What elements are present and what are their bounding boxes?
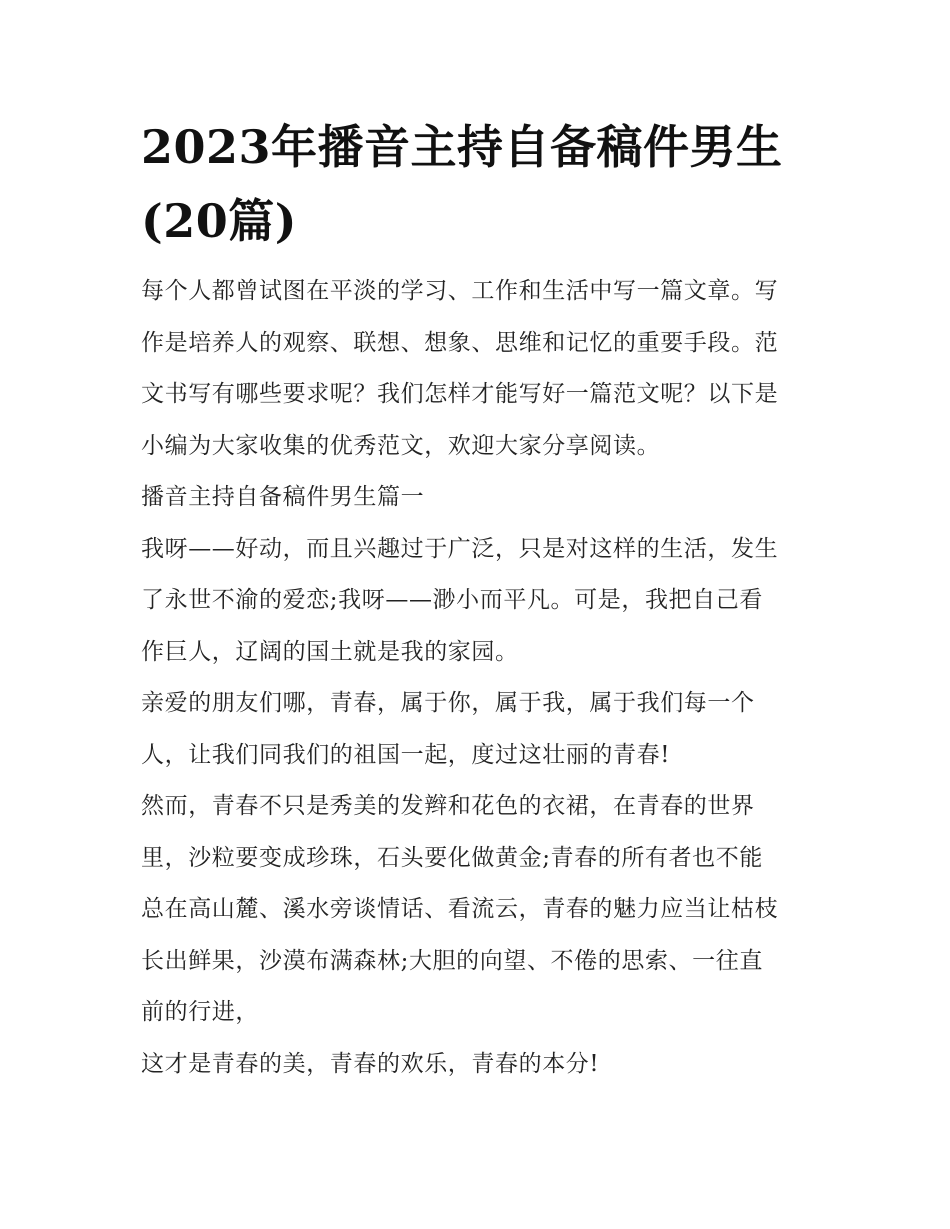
text-line: 长出鲜果，沙漠布满森林;大胆的向望、不倦的思索、一往直 <box>141 947 763 974</box>
document-body <box>141 266 816 1090</box>
text-line: 每个人都曾试图在平淡的学习、工作和生活中写一篇文章。写 <box>141 278 779 304</box>
text-line: 我呀——好动，而且兴趣过于广泛，只是对这样的生活，发生 <box>141 535 779 562</box>
body-paragraph <box>141 524 816 679</box>
intro-paragraph <box>141 266 816 472</box>
text-line: 亲爱的朋友们哪，青春，属于你，属于我，属于我们每一个 <box>141 690 755 716</box>
text-line: 作巨人，辽阔的国土就是我的家园。 <box>141 638 519 665</box>
text-line: 人，让我们同我们的祖国一起，度过这壮丽的青春! <box>141 741 671 768</box>
text-line: 了永世不渝的爱恋;我呀——渺小而平凡。可是，我把自己看 <box>141 587 763 613</box>
title-line: 2023年播音主持自备稿件男生 <box>141 120 783 174</box>
text-line: 文书写有哪些要求呢？我们怎样才能写好一篇范文呢？以下是 <box>141 381 779 407</box>
text-line: 前的行进， <box>141 999 259 1025</box>
section-heading <box>141 472 816 524</box>
document-content <box>141 110 816 1090</box>
text-line: 里，沙粒要变成珍珠，石头要化做黄金;青春的所有者也不能 <box>141 844 763 871</box>
document-title <box>141 110 816 258</box>
text-line: 然而，青春不只是秀美的发辫和花色的衣裙，在青春的世界 <box>141 793 755 819</box>
section-heading-text: 播音主持自备稿件男生篇一 <box>141 484 425 510</box>
text-line: 这才是青春的美，青春的欢乐，青春的本分! <box>141 1050 600 1077</box>
text-line: 总在高山麓、溪水旁谈情话、看流云，青春的魅力应当让枯枝 <box>141 896 779 922</box>
text-line: 小编为大家收集的优秀范文，欢迎大家分享阅读。 <box>141 432 661 459</box>
body-paragraph <box>141 678 816 781</box>
text-line: 作是培养人的观察、联想、想象、思维和记忆的重要手段。范 <box>141 329 779 356</box>
body-paragraph <box>141 1039 816 1091</box>
title-line: (20篇) <box>141 194 298 248</box>
body-paragraph <box>141 781 816 1039</box>
